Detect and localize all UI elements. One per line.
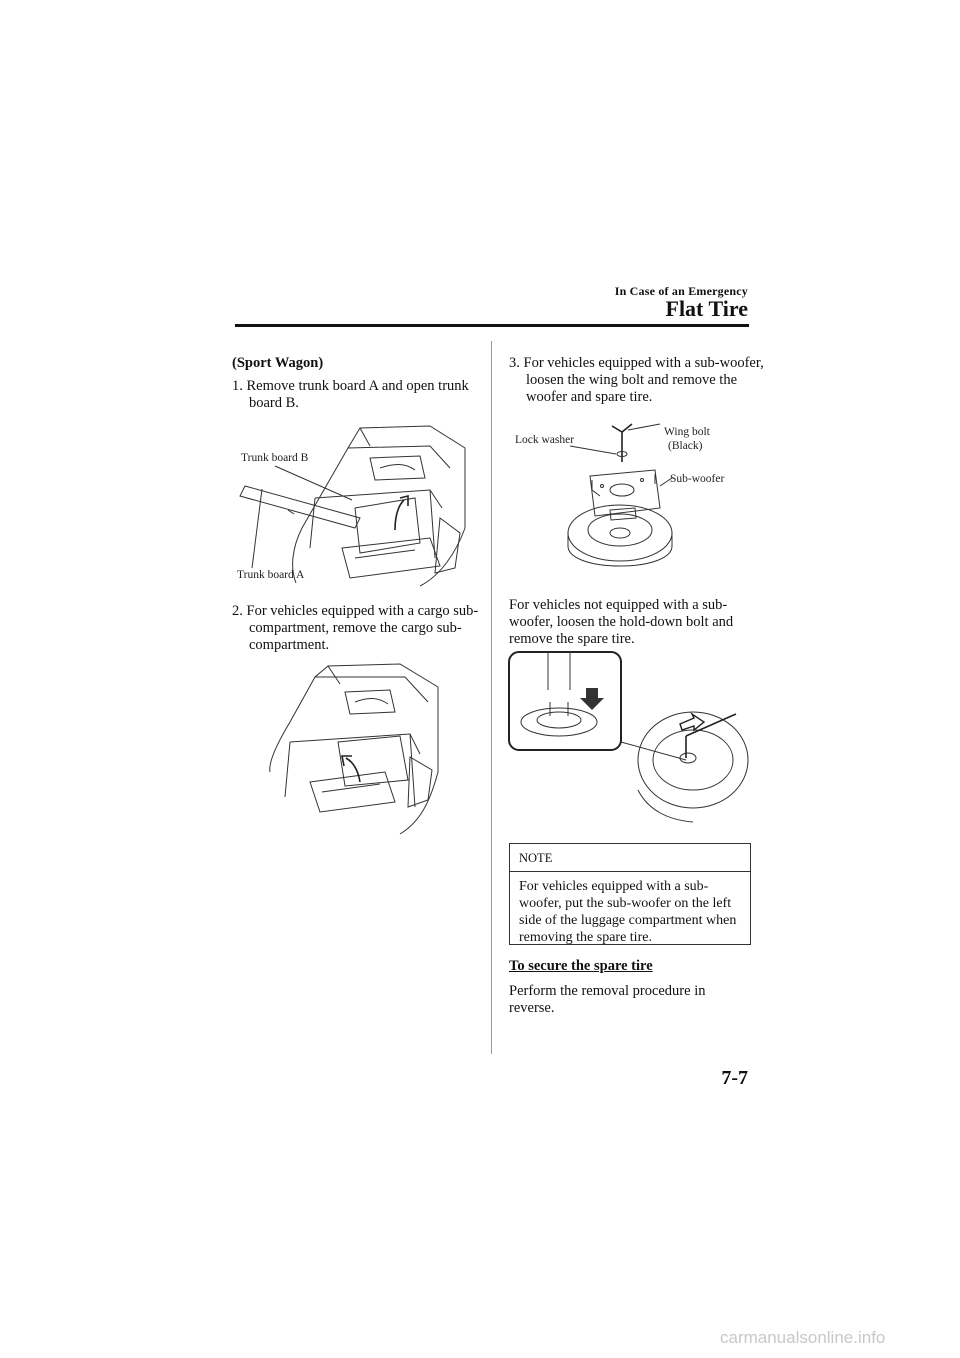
- label-wing-bolt-color: (Black): [668, 440, 703, 452]
- column-divider: [491, 341, 492, 1054]
- step-2-text: 2. For vehicles equipped with a cargo sub-compartment, remove the cargo sub-compartment.: [232, 603, 479, 653]
- label-trunk-board-a: Trunk board A: [237, 569, 305, 581]
- watermark: carmanualsonline.info: [720, 1328, 886, 1347]
- hold-down-bolt-figure: [508, 650, 750, 828]
- header-rule: [235, 324, 749, 327]
- note-box: [509, 843, 751, 945]
- cargo-compartment-figure: [260, 662, 460, 840]
- sport-wagon-heading: (Sport Wagon): [232, 355, 324, 371]
- note-heading: NOTE: [510, 844, 750, 872]
- secure-spare-tire-text: Perform the removal procedure in reverse.: [509, 983, 706, 1016]
- secure-spare-tire-heading: To secure the spare tire: [509, 958, 653, 974]
- step-3-text: 3. For vehicles equipped with a sub-woofer, loosen the wing bolt and remove the woofer and spare tire.: [509, 355, 764, 405]
- label-wing-bolt: Wing bolt: [664, 426, 710, 438]
- no-subwoofer-text: For vehicles not equipped with a sub-woofer, loosen the hold-down bolt and remove the spare tire.: [509, 597, 734, 647]
- section-label: In Case of an Emergency: [614, 284, 748, 298]
- step-1-text: 1. Remove trunk board A and open trunk board B.: [232, 378, 469, 411]
- note-body: For vehicles equipped with a sub-woofer, put the sub-woofer on the left side of the luggage compartment when removing the spare tire.: [519, 879, 737, 945]
- trunk-board-figure: [230, 418, 470, 588]
- page-number: 7-7: [721, 1067, 748, 1089]
- page-title: Flat Tire: [665, 296, 748, 321]
- label-lock-washer: Lock washer: [515, 434, 575, 446]
- label-trunk-board-b: Trunk board B: [241, 452, 309, 464]
- label-sub-woofer: Sub-woofer: [670, 473, 725, 485]
